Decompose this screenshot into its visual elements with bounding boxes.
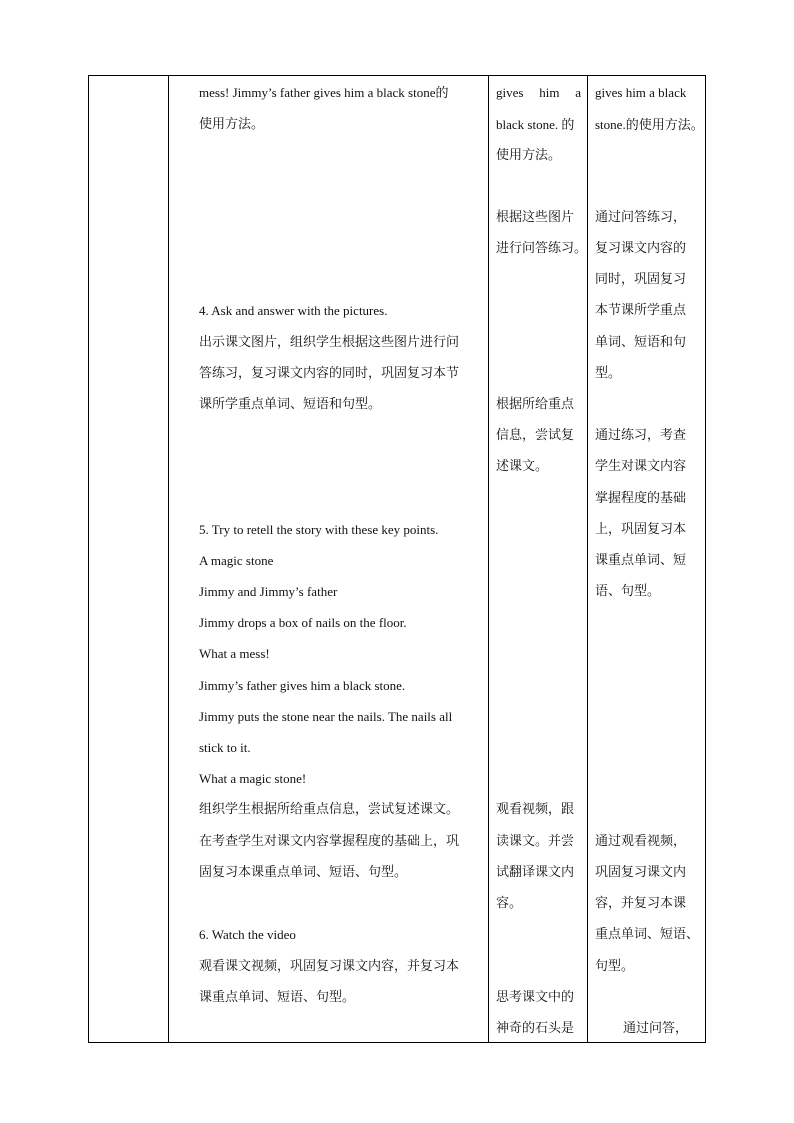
process-line: What a magic stone! <box>199 771 307 786</box>
process-line: 使用方法。 <box>199 117 265 132</box>
process-line: Jimmy drops a box of nails on the floor. <box>199 615 407 630</box>
student-line: 神奇的石头是 <box>496 1021 575 1036</box>
process-line: 组织学生根据所给重点信息，尝试复述课文。 <box>199 802 460 817</box>
intent-line: 同时，巩固复习 <box>595 272 687 287</box>
process-line: 5. Try to retell the story with these key points. <box>199 522 439 537</box>
student-line: 根据这些图片 <box>496 210 575 225</box>
process-line: Jimmy and Jimmy’s father <box>199 584 338 599</box>
teaching-process-column <box>169 76 488 1042</box>
process-line: mess! Jimmy’s father gives him a black stone的 <box>199 85 449 100</box>
process-line: 答练习，复习课文内容的同时，巩固复习本节 <box>199 366 460 381</box>
intent-line: 巩固复习课文内 <box>595 865 687 880</box>
process-line: 固复习本课重点单词、短语、句型。 <box>199 865 408 880</box>
intent-line: 通过问答， <box>623 1021 689 1036</box>
intent-line: 本节课所学重点 <box>595 303 687 318</box>
intent-line: 通过问答练习， <box>595 210 687 225</box>
process-line: 在考查学生对课文内容掌握程度的基础上，巩 <box>199 834 460 849</box>
intent-line: 通过观看视频， <box>595 834 687 849</box>
process-line: What a mess! <box>199 646 270 661</box>
intent-line: 单词、短语和句 <box>595 335 687 350</box>
lesson-plan-table <box>88 75 706 1043</box>
intent-line: 复习课文内容的 <box>595 241 687 256</box>
student-line: gives him a <box>496 85 581 100</box>
process-line: 出示课文图片，组织学生根据这些图片进行问 <box>199 335 460 350</box>
intent-line: 句型。 <box>595 959 635 974</box>
student-line: 读课文。并尝 <box>496 834 575 849</box>
process-line: Jimmy puts the stone near the nails. The nails all <box>199 709 453 724</box>
process-line: Jimmy’s father gives him a black stone. <box>199 678 406 693</box>
process-line: 课所学重点单词、短语和句型。 <box>199 397 382 412</box>
intent-line: 型。 <box>595 366 622 381</box>
intent-line: 通过练习，考查 <box>595 428 687 443</box>
intent-line: 语、句型。 <box>595 584 661 599</box>
intent-line: 容，并复习本课 <box>595 896 687 911</box>
student-line: 信息，尝试复 <box>496 428 575 443</box>
intent-line: 重点单词、短语、 <box>595 927 700 942</box>
student-line: black stone. 的 <box>496 117 575 132</box>
student-line: 容。 <box>496 896 523 911</box>
intent-line: 掌握程度的基础 <box>595 491 687 506</box>
process-line: 课重点单词、短语、句型。 <box>199 990 356 1005</box>
design-intent-column <box>588 76 705 1042</box>
student-line: 使用方法。 <box>496 148 562 163</box>
stage-column <box>89 76 168 1042</box>
intent-line: 课重点单词、短 <box>595 553 687 568</box>
student-line: 述课文。 <box>496 459 549 474</box>
intent-line: 学生对课文内容 <box>595 459 687 474</box>
process-line: 4. Ask and answer with the pictures. <box>199 303 388 318</box>
student-activity-column <box>489 76 587 1042</box>
intent-line: stone.的使用方法。 <box>595 117 704 132</box>
student-line: 进行问答练习。 <box>496 241 588 256</box>
process-line: A magic stone <box>199 553 274 568</box>
process-line: stick to it. <box>199 740 251 755</box>
process-line: 6. Watch the video <box>199 927 296 942</box>
student-line: 根据所给重点 <box>496 397 575 412</box>
student-line: 思考课文中的 <box>496 990 575 1005</box>
intent-line: gives him a black <box>595 85 687 100</box>
student-line: 观看视频，跟 <box>496 802 575 817</box>
student-line: 试翻译课文内 <box>496 865 575 880</box>
process-line: 观看课文视频，巩固复习课文内容，并复习本 <box>199 959 460 974</box>
intent-line: 上，巩固复习本 <box>595 522 687 537</box>
